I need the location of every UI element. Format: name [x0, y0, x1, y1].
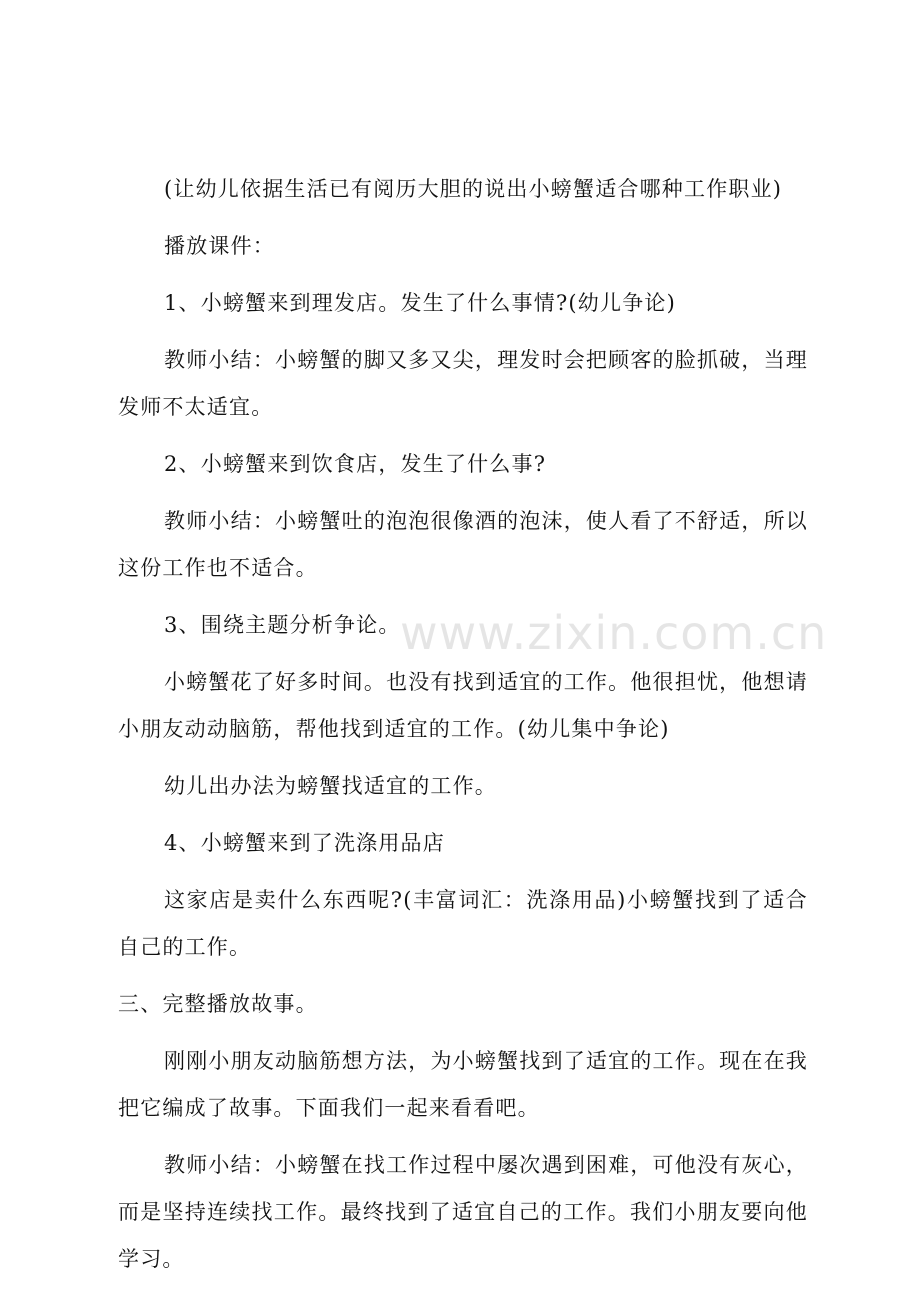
paragraph-step-1: 1、小螃蟹来到理发店。发生了什么事情?(幼儿争论): [164, 291, 677, 315]
paragraph-discussion: 小螃蟹花了好多时间。也没有找到适宜的工作。他很担忧，他想请小朋友动动脑筋，帮他找到适宜的工作。(幼儿集中争论): [118, 670, 808, 741]
paragraph-play-courseware: 播放课件：: [164, 234, 275, 258]
paragraph-summary-2: 教师小结：小螃蟹吐的泡泡很像酒的泡沫，使人看了不舒适，所以这份工作也不适合。: [118, 509, 808, 580]
paragraph-children-ideas: 幼儿出办法为螃蟹找适宜的工作。: [164, 774, 497, 798]
paragraph-story-intro: 刚刚小朋友动脑筋想方法，为小螃蟹找到了适宜的工作。现在在我把它编成了故事。下面我们一起来看看吧。: [118, 1049, 808, 1120]
paragraph-step-4: 4、小螃蟹来到了洗涤用品店: [164, 831, 445, 855]
paragraph-final-summary: 教师小结：小螃蟹在找工作过程中屡次遇到困难，可他没有灰心，而是坚持连续找工作。最终找到了适宜自己的工作。我们小朋友要向他学习。: [118, 1153, 808, 1271]
watermark-text: www.zixin.com.cn: [400, 606, 828, 660]
paragraph-intro-note: (让幼儿依据生活已有阅历大胆的说出小螃蟹适合哪种工作职业): [164, 177, 783, 201]
paragraph-step-2: 2、小螃蟹来到饮食店，发生了什么事?: [164, 452, 547, 476]
paragraph-summary-1: 教师小结：小螃蟹的脚又多又尖，理发时会把顾客的脸抓破，当理发师不太适宜。: [118, 348, 808, 419]
paragraph-store-question: 这家店是卖什么东西呢?(丰富词汇：洗涤用品)小螃蟹找到了适合自己的工作。: [118, 888, 808, 959]
paragraph-step-3: 3、围绕主题分析争论。: [164, 613, 401, 637]
section-heading-story: 三、完整播放故事。: [118, 992, 318, 1016]
document-body: [118, 166, 808, 1293]
